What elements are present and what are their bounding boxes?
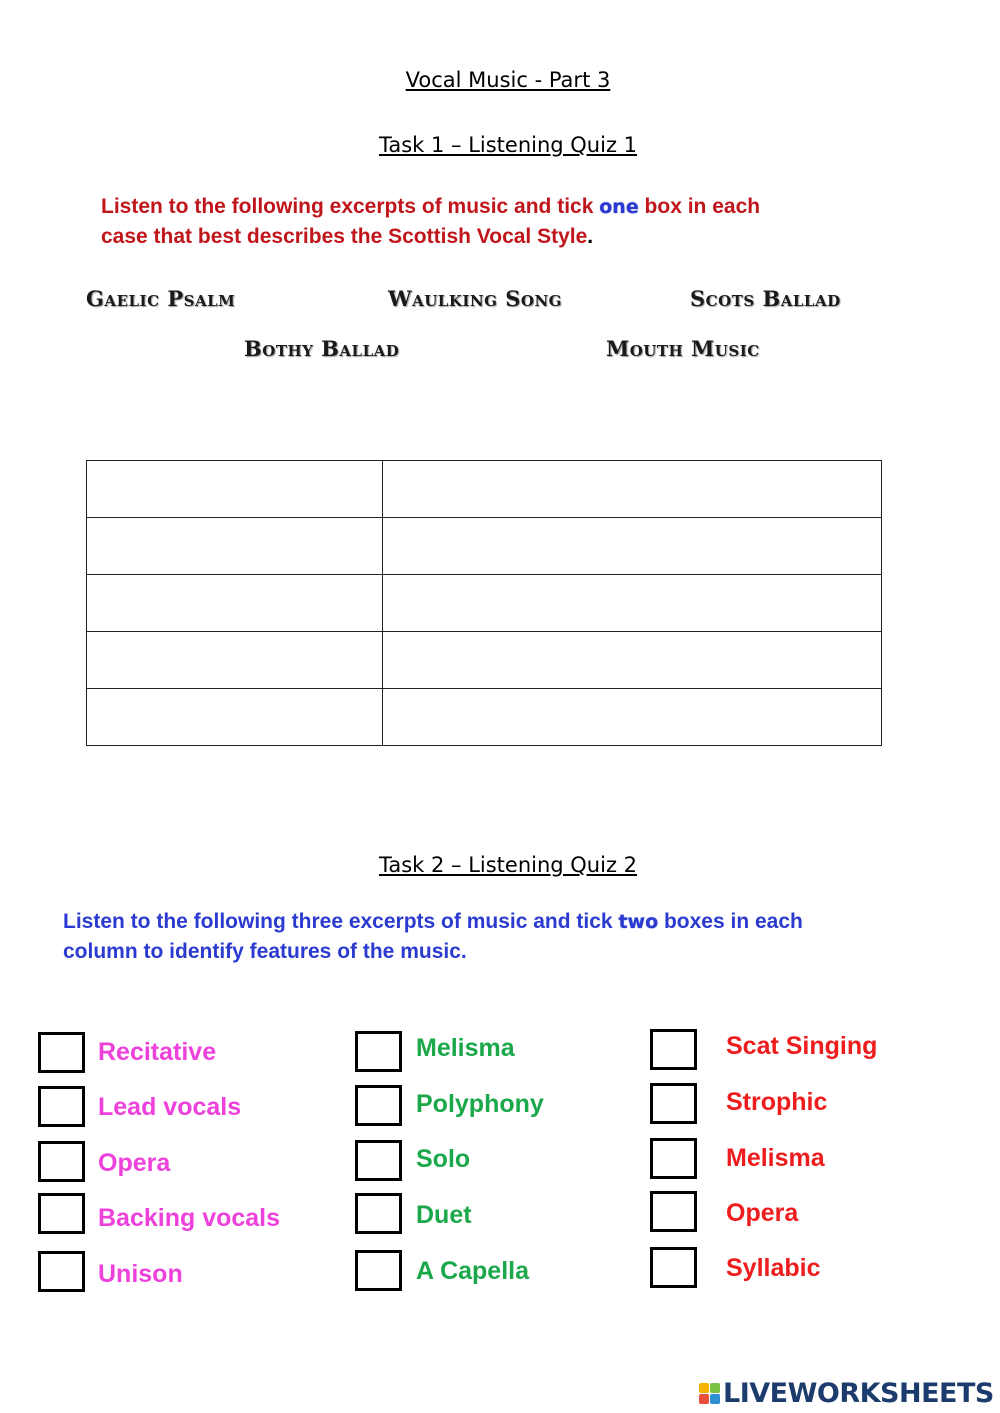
checkbox-strophic[interactable] <box>650 1083 697 1124</box>
checkbox-recitative[interactable] <box>38 1032 85 1073</box>
liveworksheets-logo <box>699 1378 994 1408</box>
task1-instruction-line1 <box>101 192 760 222</box>
table-row <box>87 575 882 632</box>
option-a-capella: A Capella <box>416 1257 530 1285</box>
task1-instruction-text-a: Listen to the following excerpts of music and tick <box>101 195 600 218</box>
task1-instructions <box>101 192 760 252</box>
option-melisma: Melisma <box>416 1034 515 1062</box>
checkbox-melisma-2[interactable] <box>650 1138 697 1179</box>
table-row <box>87 632 882 689</box>
table-row <box>87 518 882 575</box>
answer-cell[interactable] <box>383 689 882 746</box>
task2-instruction-line2 <box>63 937 803 967</box>
answer-table <box>86 460 882 746</box>
excerpt-cell[interactable] <box>87 461 383 518</box>
checkbox-melisma[interactable] <box>355 1031 402 1072</box>
logo-tile <box>710 1394 720 1404</box>
style-bothy-ballad: Bothy Ballad <box>244 336 400 361</box>
task2-instruction-text-b: boxes in each <box>658 910 803 933</box>
emphasis-one: one <box>599 196 639 218</box>
checkbox-duet[interactable] <box>355 1193 402 1234</box>
emphasis-two: two <box>618 911 659 933</box>
option-scat-singing: Scat Singing <box>726 1032 878 1060</box>
option-strophic: Strophic <box>726 1088 828 1116</box>
task2-instruction-text-a: Listen to the following three excerpts of music and tick <box>63 910 619 933</box>
excerpt-cell[interactable] <box>87 575 383 632</box>
checkbox-opera-2[interactable] <box>650 1191 697 1232</box>
answer-cell[interactable] <box>383 461 882 518</box>
option-lead-vocals: Lead vocals <box>98 1093 242 1121</box>
logo-tile <box>699 1394 709 1404</box>
option-opera: Opera <box>98 1149 171 1177</box>
option-melisma-2: Melisma <box>726 1144 825 1172</box>
option-unison: Unison <box>98 1260 183 1288</box>
table-row <box>87 689 882 746</box>
logo-text: LIVEWORKSHEETS <box>723 1377 994 1409</box>
option-backing-vocals: Backing vocals <box>98 1204 281 1232</box>
checkbox-opera[interactable] <box>38 1141 85 1182</box>
excerpt-cell[interactable] <box>87 518 383 575</box>
task2-instruction-line1 <box>63 907 803 937</box>
excerpt-cell[interactable] <box>87 632 383 689</box>
task2-heading: Task 2 – Listening Quiz 2 <box>378 853 638 877</box>
logo-tile <box>710 1383 720 1393</box>
excerpt-cell[interactable] <box>87 689 383 746</box>
option-recitative: Recitative <box>98 1038 217 1066</box>
task2-instruction-text-c: column to identify features of the music. <box>63 940 467 963</box>
task1-instruction-line2 <box>101 222 760 252</box>
style-waulking-song: Waulking Song <box>388 286 562 311</box>
style-scots-ballad: Scots Ballad <box>690 286 841 311</box>
task1-instruction-text-c: case that best describes the Scottish Vocal Style <box>101 225 588 248</box>
task1-instruction-period: . <box>587 225 594 248</box>
checkbox-a-capella[interactable] <box>355 1250 402 1291</box>
table-row <box>87 461 882 518</box>
task1-instruction-text-b: box in each <box>638 195 761 218</box>
answer-cell[interactable] <box>383 575 882 632</box>
logo-tile <box>699 1383 709 1393</box>
checkbox-scat-singing[interactable] <box>650 1029 697 1070</box>
checkbox-lead-vocals[interactable] <box>38 1086 85 1127</box>
option-polyphony: Polyphony <box>416 1090 544 1118</box>
checkbox-backing-vocals[interactable] <box>38 1193 85 1234</box>
checkbox-polyphony[interactable] <box>355 1085 402 1126</box>
task1-heading: Task 1 – Listening Quiz 1 <box>378 133 638 157</box>
checkbox-syllabic[interactable] <box>650 1247 697 1288</box>
option-opera-2: Opera <box>726 1199 799 1227</box>
logo-mark-icon <box>699 1383 720 1404</box>
page-title: Vocal Music - Part 3 <box>405 68 611 92</box>
checkbox-unison[interactable] <box>38 1251 85 1292</box>
option-duet: Duet <box>416 1201 472 1229</box>
task2-instructions <box>63 907 803 967</box>
answer-cell[interactable] <box>383 632 882 689</box>
answer-cell[interactable] <box>383 518 882 575</box>
option-syllabic: Syllabic <box>726 1254 821 1282</box>
style-gaelic-psalm: Gaelic Psalm <box>86 286 236 311</box>
checkbox-solo[interactable] <box>355 1140 402 1181</box>
style-mouth-music: Mouth Music <box>606 336 760 361</box>
option-solo: Solo <box>416 1145 471 1173</box>
